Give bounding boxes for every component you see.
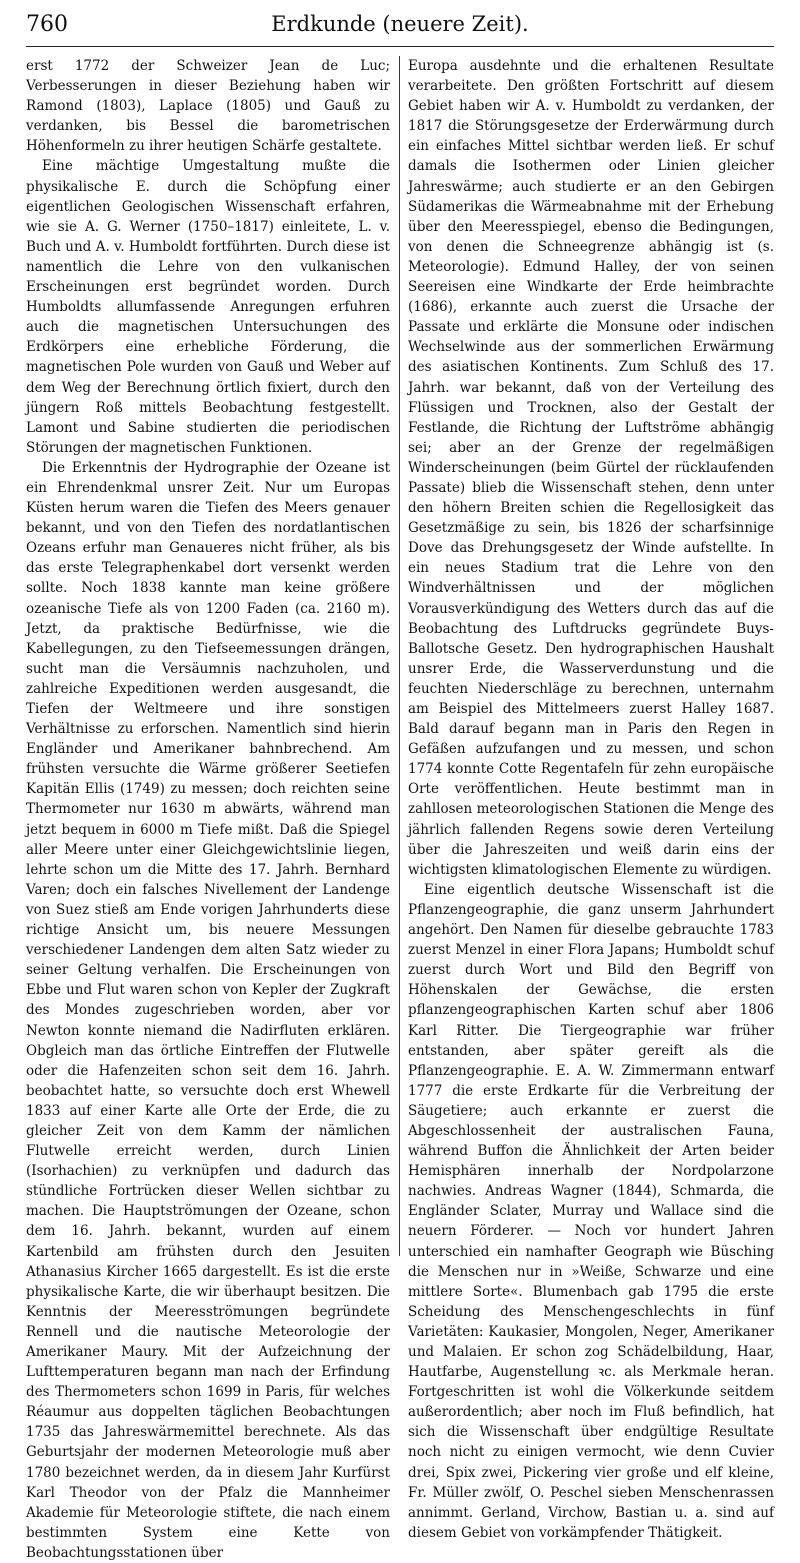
paragraph: erst 1772 der Schweizer Jean de Luc; Verbesserungen in dieser Beziehung haben wir Ramond (1803), Laplace (1805) und Gauß zu verdanken, bis Bessel die barometrischen Höhenformeln zu ihrer heutigen Schärfe gestaltete. (26, 58, 390, 155)
left-column (26, 56, 390, 1563)
right-column (408, 56, 774, 1543)
page-number: 760 (26, 12, 68, 37)
paragraph: Europa ausdehnte und die erhaltenen Resultate verarbeitete. Den größten Fortschritt auf diesem Gebiet haben wir A. v. Humboldt zu verdanken, der 1817 die Störungsgesetze der Erderwärmung durch ein einfaches Mittel sichtbar werden ließ. Er schuf damals die Isothermen oder Linien gleicher Jahreswärme; auch studierte er an den Gebirgen Südamerikas die Wärmeabnahme mit der Erhebung über den Meeresspiegel, ebenso die Bedingungen, von denen die Schneegrenze abhängig ist (s. Meteorologie). Edmund Halley, der von seinen Seereisen eine Windkarte der Erde heimbrachte (1686), erkannte auch zuerst die Ursache der Passate und erklärte die Monsune oder indischen Wechselwinde aus der sommerlichen Erwärmung des asiatischen Kontinents. Zum Schluß des 17. Jahrh. war bekannt, daß von der Verteilung des Flüssigen und Trocknen, also der Gestalt der Festlande, die Richtung der Luftströme abhängig sei; aber an der Grenze der regelmäßigen Winderscheinungen (beim Gürtel der rücklaufenden Passate) blieb die Wissenschaft stehen, denn unter den höhern Breiten schien die Regellosigkeit das Gesetzmäßige zu sein, bis 1826 der scharfsinnige Dove das Drehungsgesetz der Winde aufstellte. In ein neues Stadium trat die Lehre von den Windverhältnissen und der möglichen Vorausverkündigung des Wetters durch das auf die Beobachtung des Luftdrucks gegründete Buys-Ballotsche Gesetz. Den hydrographischen Haushalt unsrer Erde, die Wasserverdunstung und die feuchten Niederschläge zu berechnen, unternahm am Beispiel des Mittelmeers zuerst Halley 1687. Bald darauf begann man in Paris den Regen in Gefäßen aufzufangen und zu messen, und schon 1774 konnte Cotte Regentafeln für zehn europäische Orte veröffentlichen. Heute bestimmt man in zahllosen meteorologischen Stationen die Menge des jährlich fallenden Regens sowie deren Verteilung über die Jahreszeiten und weiß darin eins der wichtigsten klimatologischen Elemente zu würdigen. (408, 58, 774, 878)
page-header (26, 12, 774, 42)
header-rule (26, 46, 774, 47)
paragraph: Eine eigentlich deutsche Wissenschaft ist die Pflanzengeographie, die ganz unserm Jahrhundert angehört. Den Namen für dieselbe gebrauchte 1783 zuerst Menzel in einer Flora Japans; Humboldt schuf zuerst durch Wort und Bild den Begriff von Höhenskalen der Gewächse, die ersten pflanzengeographischen Karten schuf aber 1806 Karl Ritter. Die Tiergeographie war früher entstanden, aber später gereift als die Pflanzengeographie. E. A. W. Zimmermann entwarf 1777 die erste Erdkarte für die Verbreitung der Säugetiere; auch erkannte er zuerst die Abgeschlossenheit der australischen Fauna, während Buffon die Ähnlichkeit der Arten beider Hemisphären innerhalb der Nordpolarzone nachwies. Andreas Wagner (1844), Schmarda, die Engländer Sclater, Murray und Wallace sind die neuern Förderer. — Noch vor hundert Jahren unterschied ein namhafter Geograph wie Büsching die Menschen nur in »Weiße, Schwarze und eine mittlere Sorte«. Blumenbach gab 1795 die erste Scheidung des Menschengeschlechts in fünf Varietäten: Kaukasier, Mongolen, Neger, Amerikaner und Malaien. Er schon zog Schädelbildung, Haar, Hautfarbe, Augenstellung ꝛc. als Merkmale heran. Fortgeschritten ist wohl die Völkerkunde seitdem außerordentlich; aber noch im Fluß befindlich, hat sich die Wissenschaft über endgültige Resultate noch nicht zu einigen vermocht, wie denn Cuvier drei, Spix zwei, Pickering vier große und elf kleine, Fr. Müller zwölf, O. Peschel sieben Menschenrassen annimmt. Gerland, Virchow, Bastian u. a. sind auf diesem Gebiet von vorkämpfender Thätigkeit. (408, 881, 774, 1541)
running-title: Erdkunde (neuere Zeit). (271, 12, 529, 36)
paragraph: Eine mächtige Umgestaltung mußte die physikalische E. durch die Schöpfung einer eigentlichen Geologischen Wissenschaft erfahren, wie sie A. G. Werner (1750–1817) einleitete, L. v. Buch und A. v. Humboldt fortführten. Durch diese ist namentlich die Lehre von den vulkanischen Erscheinungen erst begründet worden. Durch Humboldts allumfassende Anregungen erfuhren auch die magnetischen Untersuchungen des Erdkörpers eine erhebliche Förderung, die magnetischen Pole wurden von Gauß und Weber auf dem Weg der Berechnung örtlich fixiert, durch den jüngern Roß mittels Beobachtung festgestellt. Lamont und Sabine studierten die periodischen Störungen der magnetischen Funktionen. (26, 158, 390, 456)
paragraph: Die Erkenntnis der Hydrographie der Ozeane ist ein Ehrendenkmal unsrer Zeit. Nur um Europas Küsten herum waren die Tiefen des Meers genauer bekannt, und von den Tiefen des nordatlantischen Ozeans erfuhr man Genaueres nicht früher, als bis das erste Telegraphenkabel dort versenkt werden sollte. Noch 1838 kannte man keine größere ozeanische Tiefe als von 1200 Faden (ca. 2160 m). Jetzt, da praktische Bedürfnisse, wie die Kabellegungen, zu den Tiefseemessungen drängen, sucht man die Versäumnis nachzuholen, und zahlreiche Expeditionen werden ausgesandt, die Tiefen der Weltmeere und ihre sonstigen Verhältnisse zu erforschen. Namentlich sind hierin Engländer und Amerikaner bahnbrechend. Am frühsten versuchte die Wärme größerer Seetiefen Kapitän Ellis (1749) zu messen; doch reichten seine Thermometer nur 1630 m abwärts, während man jetzt bequem in 6000 m Tiefe mißt. Daß die Spiegel aller Meere unter einer Gleichgewichtslinie liegen, lehrte schon um die Mitte des 17. Jahrh. Bernhard Varen; doch ein falsches Nivellement der Landenge von Suez stieß am Ende vorigen Jahrhunderts diese richtige Ansicht um, bis neuere Messungen verschiedener Landengen dem alten Satz wieder zu seiner Geltung verhalfen. Die Erscheinungen von Ebbe und Flut waren schon von Kepler der Zugkraft des Mondes zugeschrieben worden, aber vor Newton konnte niemand die Nadirfluten erklären. Obgleich man das örtliche Eintreffen der Flutwelle oder die Hafenzeiten schon seit dem 16. Jahrh. beobachtet hatte, so versuchte doch erst Whewell 1833 auf einer Karte alle Orte der Erde, die zu gleicher Zeit von dem Kamm der nämlichen Flutwelle erreicht werden, durch Linien (Isorhachien) zu verknüpfen und dadurch das stündliche Fortrücken dieser Wellen sichtbar zu machen. Die Hauptströmungen der Ozeane, schon dem 16. Jahrh. bekannt, wurden auf einem Kartenbild am frühsten durch den Jesuiten Athanasius Kircher 1665 dargestellt. Es ist die erste physikalische Karte, die wir überhaupt besitzen. Die Kenntnis der Meeresströmungen begründete Rennell und die nautische Meteorologie der Amerikaner Maury. Mit der Aufzeichnung der Lufttemperaturen begann man nach der Erfindung des Thermometers schon 1699 in Paris, für welches Réaumur aus doppelten täglichen Beobachtungen 1735 das Jahreswärmemittel berechnete. Als das Geburtsjahr der modernen Meteorologie muß aber 1780 bezeichnet werden, da in diesem Jahr Kurfürst Karl Theodor von der Pfalz die Mannheimer Akademie für Meteorologie stiftete, die nach einem bestimmten System eine Kette von Beobachtungsstationen über (26, 459, 390, 1561)
column-divider (399, 56, 400, 1256)
